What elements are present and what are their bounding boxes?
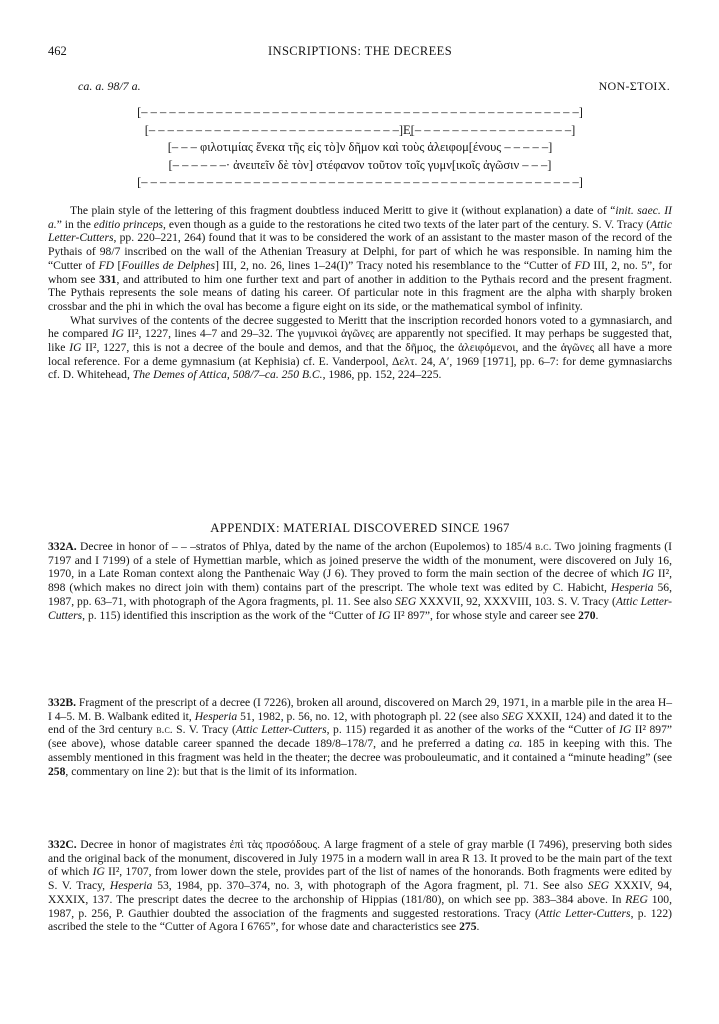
greek-line-4: [– – – – – –· ἀνειπεῖν δὲ τὸν] στέφανον τοῦτον τοῖς γυμν[ικοῖς ἀγῶσιν – – –] (168, 157, 552, 172)
page-number: 462 (48, 44, 67, 58)
entry-meta-row (48, 79, 670, 95)
running-title: INSCRIPTIONS: THE DECREES (267, 44, 453, 58)
entry-332B: 332B. Fragment of the prescript of a decree (I 7226), broken all around, discovered on March 29, 1971, in a marble pile in the area H–I 4–5. M. B. Walbank edited it, Hesperia 51, 1982, p. 56, no. 12, with photograph pl. 22 (see also SEG XXXII, 124) and dated it to the end of the 3rd century b.c. S. V. Tracy (Attic Letter-Cutters, p. 115) regarded it as another of the works of the “Cutter of IG II² 897” (see above), whose datable career spanned the decade 189/8–178/7, and he preferred a dating ca. 185 in keeping with this. The assembly mentioned in this fragment was held in the theater; the decree was probouleumatic, and it contained a “minute heading” (see 258, commentary on line 2): but that is the limit of its information. (48, 696, 673, 778)
greek-line-3: [– – – φιλοτιμίας ἕνεκα τῆς εἰς τὸ]ν δῆμον καὶ τοὺς ἀλειφομ[ένους – – – – –] (167, 140, 553, 154)
greek-inscription-block (48, 104, 672, 192)
commentary-paragraph-2: What survives of the contents of the decree suggested to Meritt that the inscription recorded honors voted to a gymnasiarch, and he compared IG II², 1227, lines 4–7 and 29–32. The γυμνικοὶ ἀγῶνες are apparently not specified. It may perhaps be suggested that, like IG II², 1227, this is not a decree of the boule and demos, and that the δῆμος, the ἀλειφόμενοι, and the ἀγῶνες all have a more local reference. For a deme gymnasium (at Kephisia) cf. E. Vanderpool, Δελτ. 24, Α′, 1969 [1971], pp. 6–7: for deme gymnasiarchs cf. D. Whitehead, The Demes of Attica, 508/7–ca. 250 B.C., 1986, pp. 152, 224–225. (48, 313, 672, 382)
entry-332A: 332A. Decree in honor of – – –stratos of Phlya, dated by the name of the archon (Eupolemos) to 185/4 b.c. Two joining fragments (I 7197 and I 7199) of a stele of Hymettian marble, which as joined preserve the width of the monument, were discovered on July 16, 1970, in a Late Roman context along the Panthenaic Way (J 6). They proved to form the main section of the decree of which IG II², 898 (which makes no direct join with them) contains part of the prescript. The whole text was edited by C. Habicht, Hesperia 56, 1987, pp. 63–71, with photograph of the Agora fragments, pl. 11. See also SEG XXXVII, 92, XXXVIII, 103. S. V. Tracy (Attic Letter-Cutters, p. 115) identified this inscription as the work of the “Cutter of IG II² 897”, for whose style and career see 270. (48, 540, 672, 622)
commentary-text (48, 204, 672, 382)
appendix-heading: APPENDIX: MATERIAL DISCOVERED SINCE 1967 (210, 521, 510, 535)
greek-line-2: [– – – – – – – – – – – – – – – – – – – – – – – – – – –]Ε̣[– – – – – – – – – – – – – – – – –] (144, 122, 576, 137)
date-label: ca. a. 98/7 a. (78, 79, 141, 93)
greek-line-1: [– – – – – – – – – – – – – – – – – – – – – – – – – – – – – – – – – – – – – – – – – – – – – – –] (137, 105, 583, 119)
stoichedon-label: ΝΟΝ-ΣΤΟΙΧ. (598, 79, 670, 93)
greek-line-5: [– – – – – – – – – – – – – – – – – – – – – – – – – – – – – – – – – – – – – – – – – – – – – – –] (137, 175, 583, 189)
page-header (48, 44, 672, 60)
entry-332C: 332C. Decree in honor of magistrates ἐπὶ τὰς προσόδους. A large fragment of a stele of gray marble (I 7496), preserving both sides and the original back of the monument, discovered in July 1975 in a modern wall in area R 13. It proved to be the main part of the text of which IG II², 1707, from lower down the stele, provides part of the list of names of the honorands. Both fragments were edited by S. V. Tracy, Hesperia 53, 1984, pp. 370–374, no. 3, with photograph of the Agora fragment, pl. 71. See also SEG XXXIV, 94, XXXIX, 137. The prescript dates the decree to the archonship of Hippias (181/80), on which see pp. 383–384 above. In REG 100, 1987, p. 256, P. Gauthier doubted the association of the fragments and suggested restorations. Tracy (Attic Letter-Cutters, p. 122) ascribed the stele to the “Cutter of Agora I 6765”, for whose date and characteristics see 275. (48, 838, 672, 934)
commentary-paragraph-1: The plain style of the lettering of this fragment doubtless induced Meritt to give it (without explanation) a date of “init. saec. II a.” in the editio princeps, even though as a guide to the restorations he cited two texts of the later part of the century. S. V. Tracy (Attic Letter-Cutters, pp. 220–221, 264) found that it was to be considered the work of an assistant to the master mason of the record of the Pythais of 98/7 inscribed on the wall of the Athenian Treasury at Delphi, for part of which he was responsible. In naming him the “Cutter of FD [Fouilles de Delphes] III, 2, no. 26, lines 1–24(I)” Tracy noted his resemblance to the “Cutter of FD III, 2, no. 5”, for whom see 331, and attributed to him one further text and part of another in addition to the Pythais record and the present fragment. The Pythais represents the sole means of dating his career. Of particular note in this fragment are the alpha with sharply broken crossbar and the phi in which the oval has become a figure eight on its side, or the mathematical symbol of infinity. (48, 204, 672, 313)
